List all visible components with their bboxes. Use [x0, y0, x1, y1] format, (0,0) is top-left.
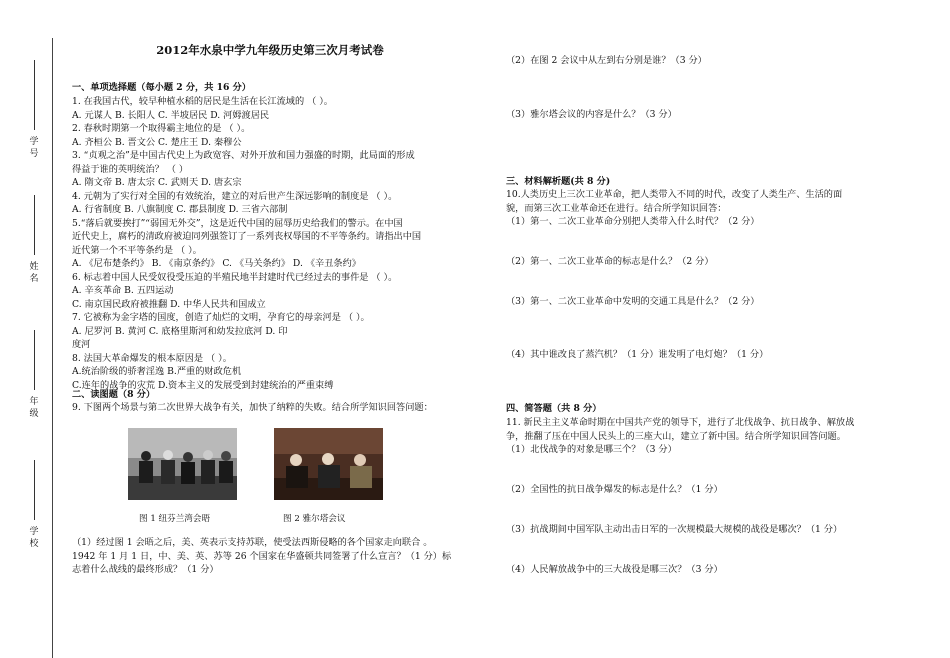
section1-line: 近代第一个不平等条约是 （ ）。	[72, 244, 202, 256]
margin-grade-field	[28, 330, 40, 420]
question-10-line: （1）第一、二次工业革命分别把人类带入什么时代？（2 分）	[506, 216, 760, 227]
figure-1-image	[128, 428, 237, 500]
section1-line: A. 齐桓公 B. 晋文公 C. 楚庄王 D. 秦穆公	[72, 136, 242, 148]
section1-line: 得益于谁的英明统治？ （ ）	[72, 163, 189, 175]
question-9-part-1-line: 1942 年 1 月 1 日，中、美、英、苏等 26 个国家在华盛顿共同签署了什么宣言？（1 分）标	[72, 550, 452, 562]
section1-line: 8. 法国大革命爆发的根本原因是 （ ）。	[72, 352, 232, 364]
section1-line: C. 南京国民政府被推翻 D. 中华人民共和国成立	[72, 298, 266, 310]
section1-line: 3. “贞观之治”是中国古代史上为政宽容、对外开放和国力强盛的时期，此局面的形成	[72, 150, 415, 161]
section1-line: 2. 春秋时期第一个取得霸主地位的是 （ ）。	[72, 123, 251, 134]
figure-2-photo	[274, 428, 383, 500]
figure-1-photo	[128, 428, 237, 500]
section1-line: 6. 标志着中国人民受奴役受压迫的半殖民地半封建时代已经过去的事件是 （ ）。	[72, 271, 398, 283]
question-10-part-2: （2）第一、二次工业革命的标志是什么？（2 分）	[506, 256, 714, 267]
section1-line: C.连年的战争的灾荒 D.资本主义的发展受到封建统治的严重束缚	[72, 379, 334, 391]
figure-2-caption: 图 2 雅尔塔会议	[283, 514, 346, 524]
question-9: 9. 下图两个场景与第二次世界大战争有关，加快了纳粹的失败。结合所学知识回答问题：	[72, 402, 433, 413]
question-11-line: 11. 新民主主义革命时期在中国共产党的领导下，进行了北伐战争、抗日战争、解放战	[506, 417, 855, 428]
margin-school-label: 学 校	[29, 527, 39, 549]
question-10-line: 10.人类历史上三次工业革命，把人类带入不同的时代，改变了人类生产、生活的面	[506, 189, 843, 200]
question-11-line: 争，推翻了压在中国人民头上的三座大山，建立了新中国。结合所学知识回答问题。	[506, 430, 846, 442]
section1-line: A. 《尼布楚条约》 B. 《南京条约》 C. 《马关条约》 D. 《辛丑条约》	[72, 258, 361, 269]
question-9-part-2: （2）在图 2 会议中从左到右分别是谁？（3 分）	[506, 55, 707, 66]
section1-heading: 一、单项选择题（每小题 2 分，共 16 分）	[72, 82, 251, 93]
section1-line: A. 辛亥革命 B. 五四运动	[72, 285, 174, 296]
page-title: 2012年水泉中学九年级历史第三次月考试卷	[156, 43, 384, 57]
binding-line	[52, 38, 53, 658]
section1-line: A. 元谋人 B. 长阳人 C. 半坡居民 D. 河姆渡居民	[72, 109, 270, 121]
section1-line: A. 隋文帝 B. 唐太宗 C. 武则天 D. 唐玄宗	[72, 177, 242, 188]
question-9-part-1-line: （1）经过图 1 会晤之后，美、英表示支持苏联，使受法西斯侵略的各个国家走向联合 。	[72, 537, 433, 548]
question-11-part-4: （4）人民解放战争中的三大战役是哪三次？（3 分）	[506, 564, 723, 575]
question-9-part-3: （3）雅尔塔会议的内容是什么？（3 分）	[506, 109, 677, 120]
question-10-part-3: （3）第一、二次工业革命中发明的交通工具是什么？（2 分）	[506, 296, 760, 307]
question-11-part-3: （3）抗战期间中国军队主动出击日军的一次规模最大规模的战役是哪次？（1 分）	[506, 524, 843, 535]
section1-line: 5.“落后就要挨打”“弱国无外交”，这是近代中国的屈辱历史给我们的警示。在中国	[72, 217, 403, 229]
margin-id-label: 学 号	[29, 137, 39, 159]
section1-line: A. 行省制度 B. 八旗制度 C. 郡县制度 D. 三省六部制	[72, 204, 288, 215]
margin-grade-label: 年 级	[29, 397, 39, 419]
question-9-part-1-line: 志着什么战线的最终形成？（1 分）	[72, 564, 219, 575]
margin-name-field	[28, 195, 40, 285]
section1-line: 7. 它被称为金字塔的国度，创造了灿烂的文明，孕育它的母亲河是 （ ）。	[72, 312, 370, 323]
section1-line: 4. 元朝为了实行对全国的有效统治，建立的对后世产生深远影响的制度是 （ ）。	[72, 190, 398, 202]
question-11-line: （1）北伐战争的对象是哪三个？（3 分）	[506, 444, 677, 455]
margin-school-field	[28, 460, 40, 550]
question-11-part-2: （2）全国性的抗日战争爆发的标志是什么？（1 分）	[506, 484, 723, 495]
section1-line: 度河	[72, 339, 91, 350]
section1-line: 1. 在我国古代，较早种植水稻的居民是生活在长江流域的 （ ）。	[72, 96, 333, 107]
section1-line: A. 尼罗河 B. 黄河 C. 底格里斯河和幼发拉底河 D. 印	[72, 325, 288, 337]
question-10-line: 貌，而第三次工业革命还在进行。结合所学知识回答：	[506, 202, 727, 214]
margin-id-field	[28, 60, 40, 160]
section1-line: A.统治阶级的骄奢淫逸 B.严重的财政危机	[72, 366, 242, 377]
figure-2-image	[274, 428, 383, 500]
section2-heading: 二、读图题（8 分）	[72, 389, 156, 400]
section3-heading: 三、材料解析题(共 8 分)	[506, 176, 611, 187]
section1-line: 近代史上，腐朽的清政府被迫同列强签订了一系列丧权辱国的不平等条约。请指出中国	[72, 231, 422, 242]
section4-heading: 四、简答题（共 8 分）	[506, 403, 602, 414]
question-10-part-4: （4）其中谁改良了蒸汽机？（1 分）谁发明了电灯炮？（1 分）	[506, 349, 769, 360]
margin-name-label: 姓 名	[29, 262, 39, 284]
figure-1-caption: 图 1 纽芬兰湾会晤	[139, 514, 211, 524]
